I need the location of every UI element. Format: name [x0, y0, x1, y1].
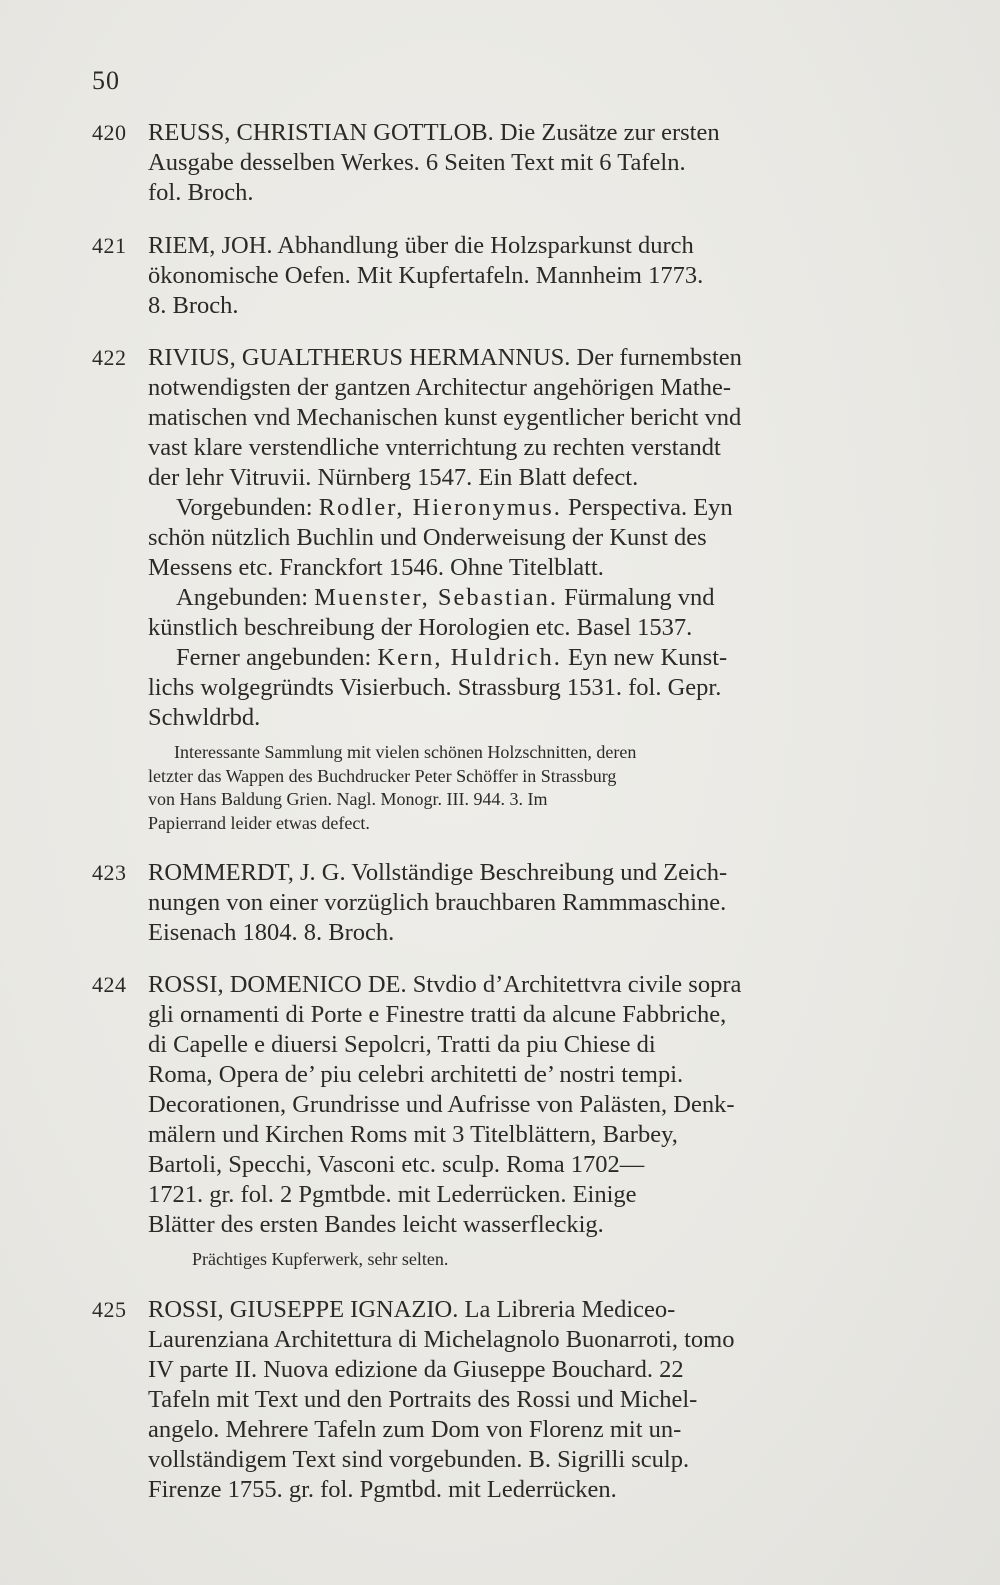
entry-line: ROMMERDT, J. G. Vollständige Beschreibung und Zeich-	[148, 859, 728, 886]
author-name: Rodler, Hieronymus.	[318, 494, 562, 521]
catalog-entry-424	[92, 970, 882, 1272]
entry-line: Firenze 1755. gr. fol. Pgmtbd. mit Lederrücken.	[148, 1476, 617, 1503]
entry-line: Eyn new Kunst-	[561, 644, 728, 671]
entry-line: künstlich beschreibung der Horologien etc. Basel 1537.	[148, 614, 693, 641]
entry-line: ökonomische Oefen. Mit Kupfertafeln. Mannheim 1773.	[148, 262, 704, 289]
entry-line: RIEM, JOH. Abhandlung über die Holzsparkunst durch	[148, 232, 694, 259]
entry-line: lichs wolgegründts Visierbuch. Strassburg 1531. fol. Gepr.	[148, 674, 722, 701]
note-line: Prächtiges Kupferwerk, sehr selten.	[192, 1249, 449, 1269]
entry-note	[148, 741, 882, 835]
catalog-entry-425	[92, 1295, 882, 1505]
catalog-entry-420	[92, 118, 882, 208]
bound-work-rodler	[148, 493, 882, 523]
note-line: Papierrand leider etwas defect.	[148, 812, 370, 833]
entry-line: notwendigsten der gantzen Architectur angehörigen Mathe-	[148, 374, 732, 401]
page-number: 50	[92, 66, 120, 95]
entry-text	[148, 343, 882, 835]
catalog-entry-422	[92, 343, 882, 835]
entry-line: Laurenziana Architettura di Michelagnolo Buonarroti, tomo	[148, 1326, 735, 1353]
entry-number: 422	[92, 345, 127, 370]
entry-line: schön nützlich Buchlin und Onderweisung der Kunst des	[148, 524, 707, 551]
entry-number: 423	[92, 860, 127, 885]
entry-number: 421	[92, 233, 127, 258]
entry-line: ROSSI, GIUSEPPE IGNAZIO. La Libreria Mediceo-	[148, 1296, 676, 1323]
entry-line: Bartoli, Specchi, Vasconi etc. sculp. Roma 1702—	[148, 1151, 645, 1178]
entry-line: Ausgabe desselben Werkes. 6 Seiten Text mit 6 Tafeln.	[148, 149, 686, 176]
entry-line: di Capelle e diuersi Sepolcri, Tratti da piu Chiese di	[148, 1031, 656, 1058]
bound-prefix: Angebunden:	[176, 584, 315, 611]
entry-line: RIVIUS, GUALTHERUS HERMANNUS. Der furnembsten	[148, 344, 742, 371]
entry-line: ROSSI, DOMENICO DE. Stvdio d’Architettvra civile sopra	[148, 971, 742, 998]
note-line: letzter das Wappen des Buchdrucker Peter Schöffer in Strassburg	[148, 765, 617, 786]
entry-line: Fürmalung vnd	[557, 584, 715, 611]
bound-prefix: Ferner angebunden:	[176, 644, 378, 671]
entry-number: 420	[92, 120, 127, 145]
entry-text	[148, 1295, 882, 1505]
catalog-entry-423	[92, 858, 882, 948]
entry-line: vollständigem Text sind vorgebunden. B. Sigrilli sculp.	[148, 1446, 690, 1473]
entry-line: 8. Broch.	[148, 292, 239, 319]
entry-text	[148, 231, 882, 321]
entry-line: IV parte II. Nuova edizione da Giuseppe Bouchard. 22	[148, 1356, 684, 1383]
entry-line: Eisenach 1804. 8. Broch.	[148, 919, 395, 946]
entry-text	[148, 970, 882, 1272]
entry-line: Messens etc. Franckfort 1546. Ohne Titelblatt.	[148, 554, 604, 581]
note-line: Interessante Sammlung mit vielen schönen Holzschnitten, deren	[174, 742, 637, 762]
entry-number: 425	[92, 1297, 127, 1322]
note-line: von Hans Baldung Grien. Nagl. Monogr. III. 944. 3. Im	[148, 789, 548, 809]
bound-work-muenster	[148, 583, 882, 613]
entry-line: der lehr Vitruvii. Nürnberg 1547. Ein Blatt defect.	[148, 464, 639, 491]
entry-line: Roma, Opera de’ piu celebri architetti de’ nostri tempi.	[148, 1061, 684, 1088]
bound-work-kern	[148, 643, 882, 673]
author-name: Kern, Huldrich.	[377, 644, 562, 671]
entry-line: mälern und Kirchen Roms mit 3 Titelblättern, Barbey,	[148, 1121, 678, 1148]
entry-line: 1721. gr. fol. 2 Pgmtbde. mit Lederrücken. Einige	[148, 1181, 637, 1208]
entry-note	[148, 1248, 882, 1272]
entry-line: nungen von einer vorzüglich brauchbaren Rammmaschine.	[148, 889, 727, 916]
entry-text	[148, 858, 882, 948]
entry-line: Blätter des ersten Bandes leicht wasserfleckig.	[148, 1211, 604, 1238]
bound-prefix: Vorgebunden:	[176, 494, 319, 521]
entry-line: Decorationen, Grundrisse und Aufrisse von Palästen, Denk-	[148, 1091, 735, 1118]
entry-line: Perspectiva. Eyn	[561, 494, 733, 521]
entry-line: fol. Broch.	[148, 179, 254, 206]
entry-line: matischen vnd Mechanischen kunst eygentlicher bericht vnd	[148, 404, 742, 431]
catalog-entry-421	[92, 231, 882, 321]
entry-number: 424	[92, 972, 127, 997]
author-name: Muenster, Sebastian.	[314, 584, 558, 611]
entry-line: gli ornamenti di Porte e Finestre tratti da alcune Fabbriche,	[148, 1001, 727, 1028]
entry-line: Tafeln mit Text und den Portraits des Rossi und Michel-	[148, 1386, 698, 1413]
entry-line: vast klare verstendliche vnterrichtung zu rechten verstandt	[148, 434, 721, 461]
entry-line: REUSS, CHRISTIAN GOTTLOB. Die Zusätze zur ersten	[148, 119, 720, 146]
entry-line: angelo. Mehrere Tafeln zum Dom von Florenz mit un-	[148, 1416, 682, 1443]
entry-text	[148, 118, 882, 208]
entry-line: Schwldrbd.	[148, 704, 261, 731]
